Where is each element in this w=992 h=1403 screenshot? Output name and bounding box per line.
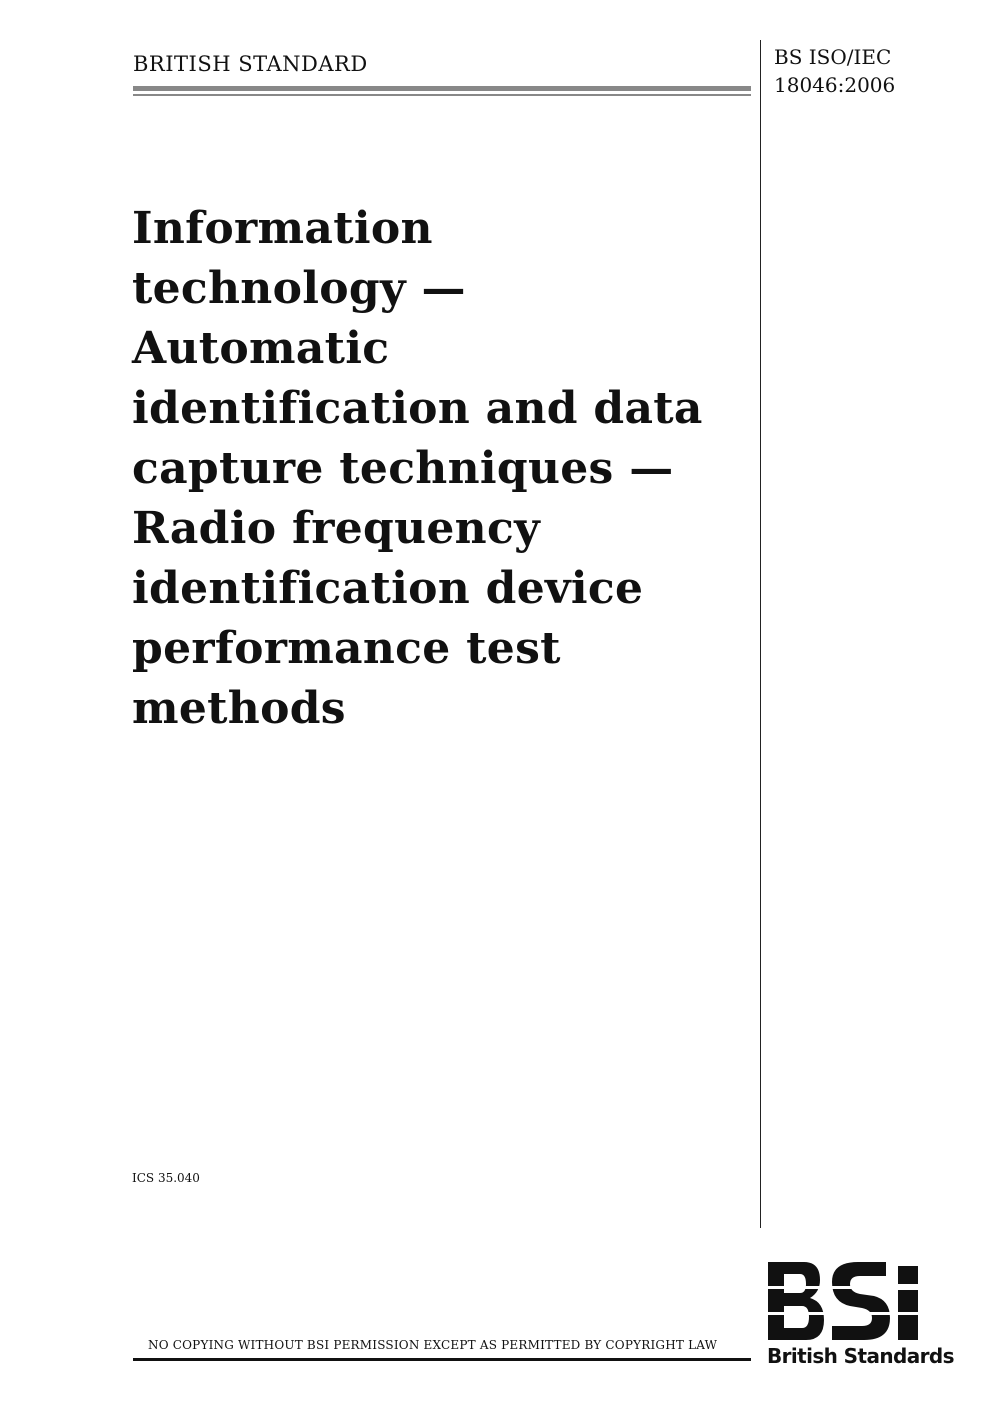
title-line: identification and data <box>132 383 703 434</box>
title-line: performance test <box>132 623 561 674</box>
bsi-wordmark: British Standards <box>767 1344 954 1368</box>
document-number <box>774 43 895 99</box>
document-number-line-1: BS ISO/IEC <box>774 45 892 69</box>
title-line: Information <box>132 203 433 254</box>
title-line: methods <box>132 683 346 734</box>
footer-rule <box>133 1358 751 1361</box>
title-line: identification device <box>132 563 644 614</box>
header-rule-thick <box>133 86 751 91</box>
title-line: Radio frequency <box>132 503 540 554</box>
document-number-line-2: 18046:2006 <box>774 73 896 97</box>
copyright-notice: NO COPYING WITHOUT BSI PERMISSION EXCEPT AS PERMITTED BY COPYRIGHT LAW <box>148 1338 718 1352</box>
standard-type-label: BRITISH STANDARD <box>133 52 368 76</box>
header-rule-thin <box>133 94 751 96</box>
title-line: capture techniques — <box>132 443 674 494</box>
vertical-divider <box>760 40 761 1228</box>
header-rule <box>133 86 751 96</box>
document-title <box>132 199 747 739</box>
title-line: Automatic <box>132 323 390 374</box>
title-line: technology — <box>132 263 466 314</box>
ics-code: ICS 35.040 <box>132 1171 200 1185</box>
